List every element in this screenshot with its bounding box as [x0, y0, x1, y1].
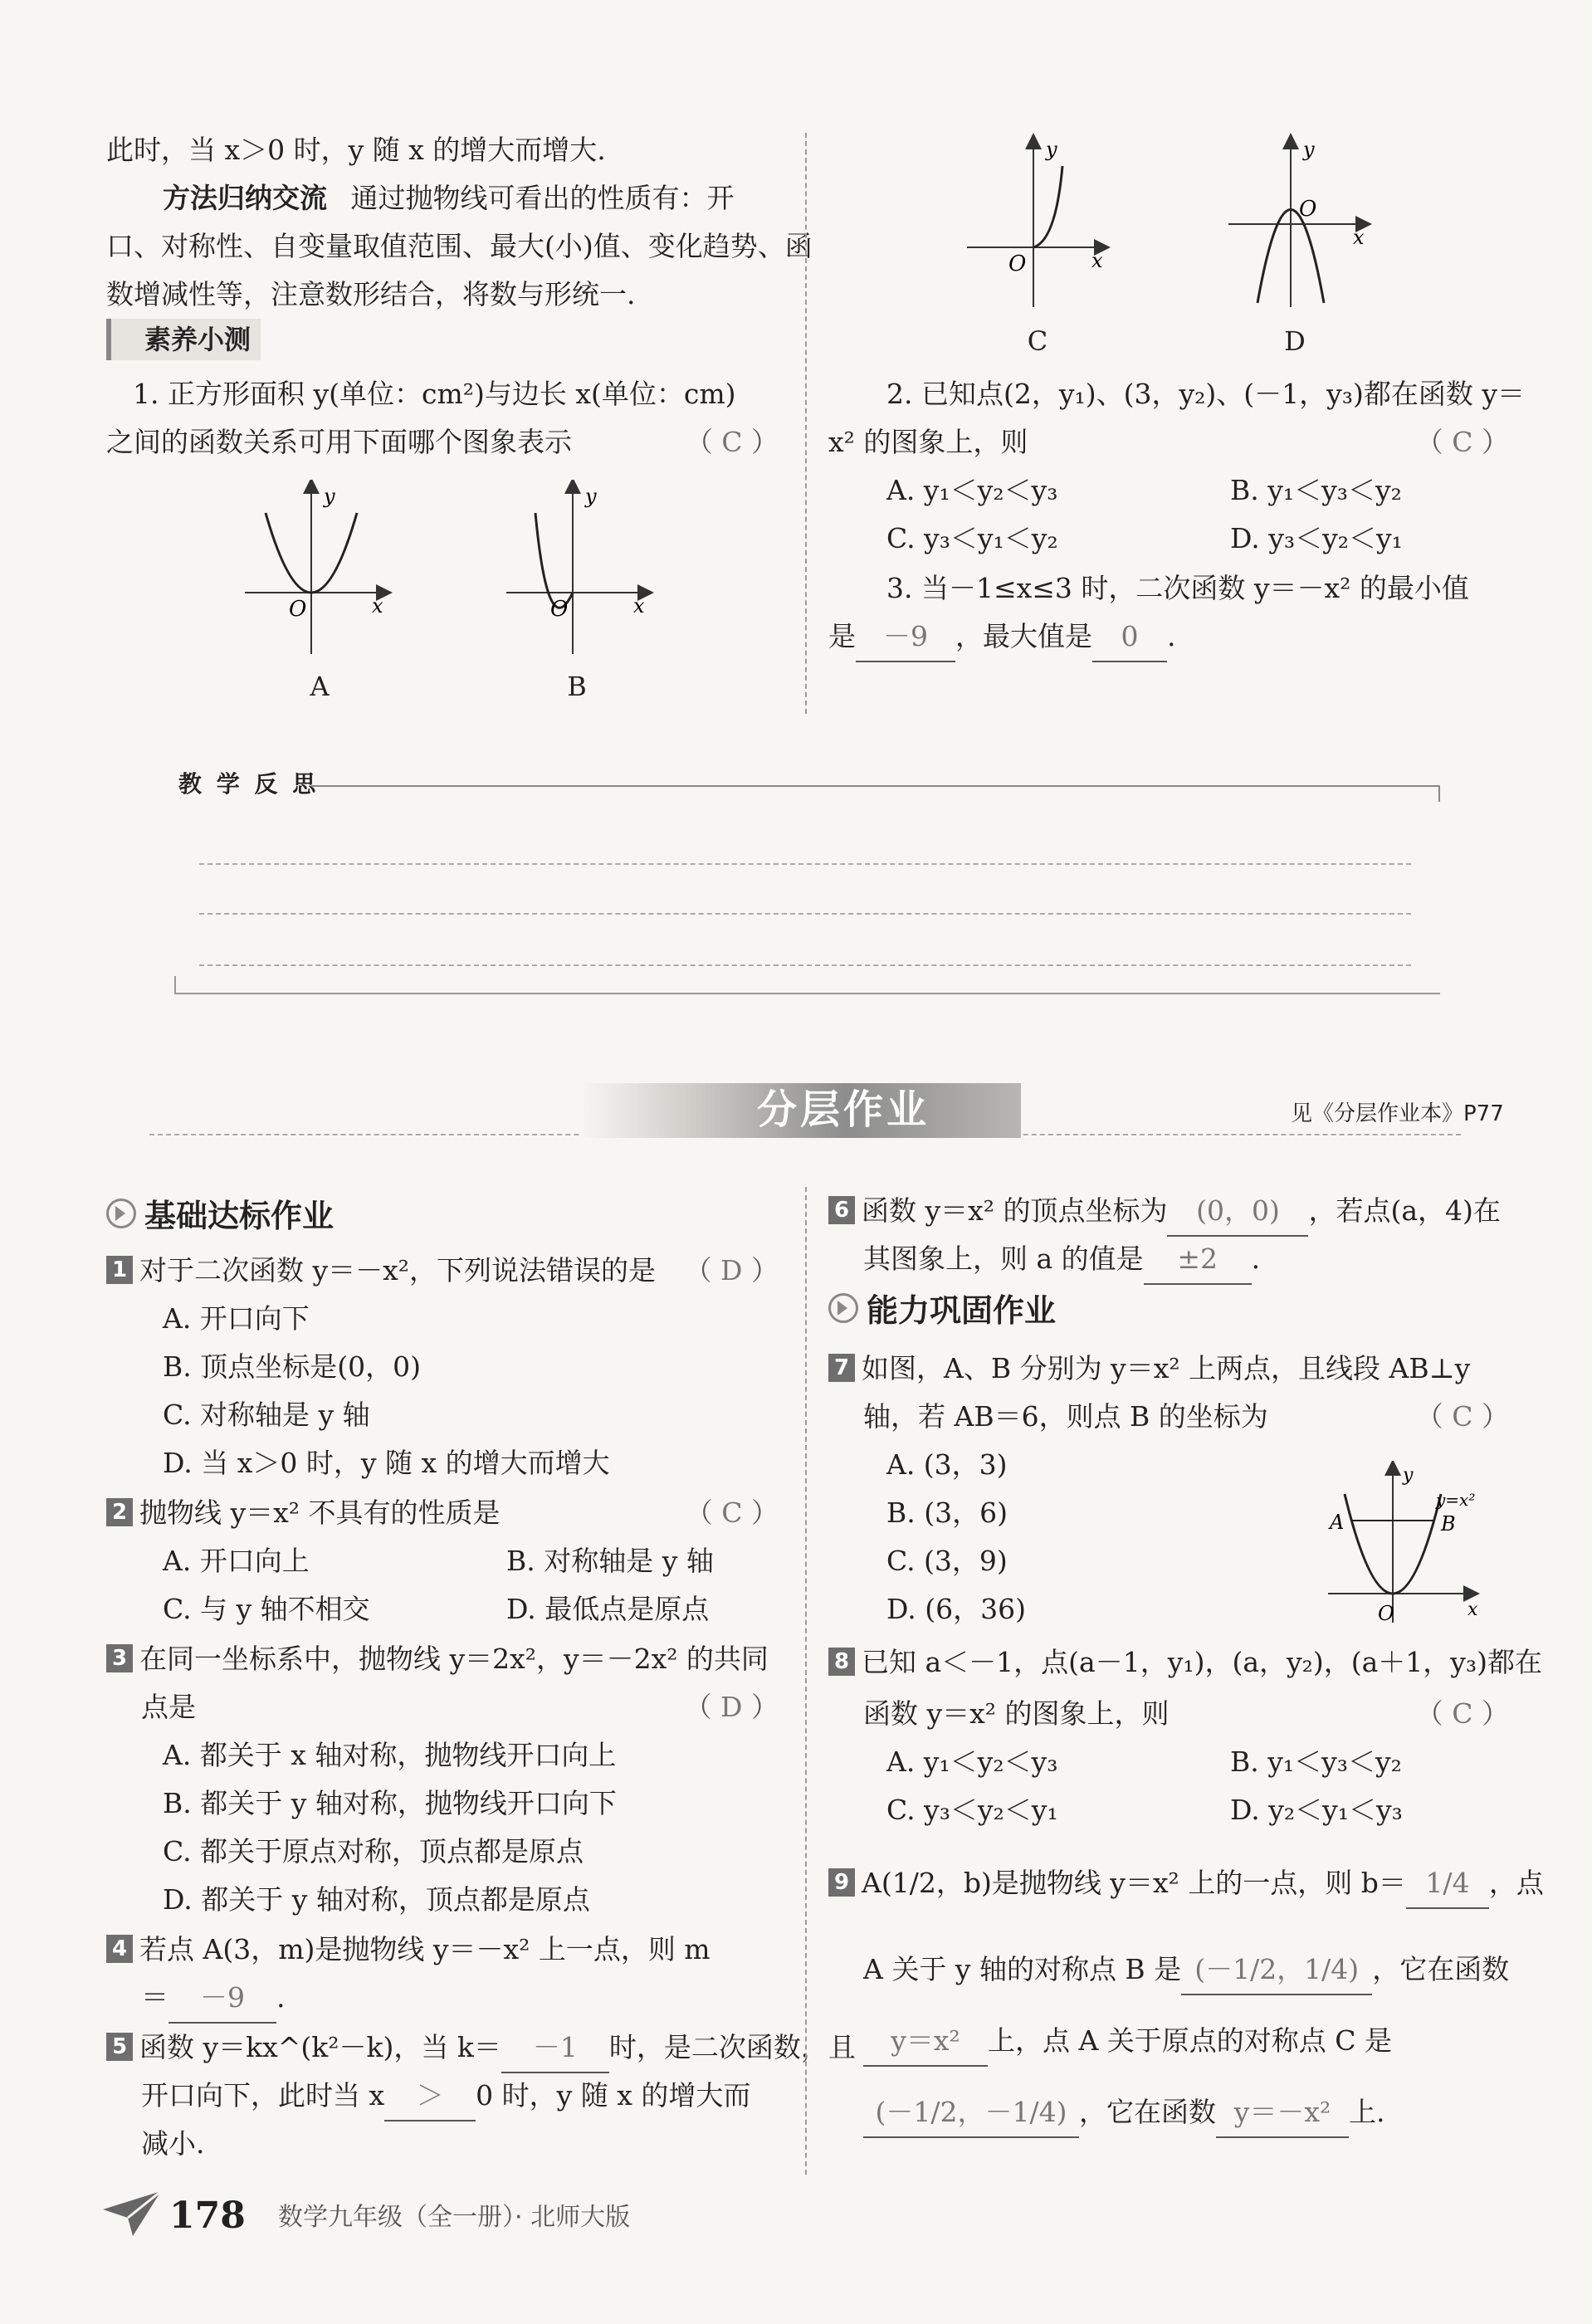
svg-text:O: O	[289, 597, 307, 622]
q3-max-answer: 0	[1092, 613, 1167, 662]
graph-c-curve	[1033, 166, 1062, 247]
right-q6-stem-a: 函数 y＝x² 的顶点坐标为	[862, 1194, 1168, 1227]
q7-fig-o: O	[1378, 1602, 1394, 1625]
basic-q3-paren: （ D ）	[684, 1691, 779, 1723]
quiz-q1-answer: C	[721, 426, 743, 458]
basic-q3-d: D. 都关于 y 轴对称，顶点都是原点	[163, 1883, 590, 1916]
reflection-bottom-line	[174, 993, 1440, 994]
svg-text:x: x	[1353, 226, 1365, 249]
q-number-4: 4	[106, 1935, 133, 1963]
basic-q5	[106, 2024, 856, 2073]
basic-q2-b: B. 对称轴是 y 轴	[506, 1545, 714, 1577]
basic-q5-answer-sign: ＞	[384, 2072, 476, 2121]
q3-mid: ，最大值是	[955, 620, 1092, 652]
q7-fig-y: y	[1403, 1465, 1414, 1486]
intro-line: 此时，当 x＞0 时，y 随 x 的增大而增大.	[106, 134, 606, 166]
reflection-top-line	[311, 785, 1438, 787]
q-number-8: 8	[828, 1648, 855, 1676]
right-q9	[828, 1859, 1544, 1909]
basic-q2-c: C. 与 y 轴不相交	[163, 1593, 370, 1625]
right-q7-d: D. (6，36)	[886, 1593, 1026, 1625]
right-q9-answer-func2: y＝－x²	[1216, 2088, 1349, 2138]
q-number-3: 3	[106, 1644, 133, 1672]
q2-answer: C	[1452, 426, 1473, 458]
q-number-2: 2	[106, 1498, 133, 1526]
basic-q4-end: .	[276, 1981, 286, 2014]
right-q6-stem-b: ，若点(a，4)在	[1308, 1194, 1501, 1227]
quiz-q1-stem: 之间的函数关系可用下面哪个图象表示	[106, 426, 572, 458]
q7-fig-x: x	[1467, 1599, 1478, 1620]
advanced-section-title: 能力巩固作业	[828, 1288, 1056, 1333]
basic-q1-a: A. 开口向下	[163, 1302, 310, 1335]
graph-a-label: A	[310, 671, 330, 702]
q3-pre: 是	[828, 620, 856, 652]
right-q7-c: C. (3，9)	[886, 1545, 1008, 1577]
graph-c-label: C	[1027, 325, 1048, 357]
right-q9-l1-a: A(1/2，b)是抛物线 y＝x² 上的一点，则 b＝	[862, 1867, 1406, 1899]
q7-fig-a: A	[1330, 1511, 1345, 1534]
basic-q5-l2-a: 开口向下，此时当 x	[141, 2079, 385, 2112]
right-q9-answer-point-c: (－1/2，－1/4)	[863, 2088, 1079, 2138]
basic-q2-paren: （ C ）	[685, 1496, 779, 1529]
right-q9-l4-b: ，它在函数	[1079, 2096, 1216, 2128]
basic-q1-stem: 对于二次函数 y＝－x²，下列说法错误的是	[139, 1254, 656, 1286]
basic-q4-answer: －9	[168, 1974, 276, 2024]
q7-figure	[1320, 1461, 1486, 1627]
right-q9-l3-b: 上，点 A 关于原点的对称点 C 是	[988, 2024, 1393, 2057]
svg-text:x: x	[1091, 249, 1103, 272]
book-title: 数学九年级（全一册）· 北师大版	[278, 2203, 631, 2232]
q3-end: .	[1167, 620, 1176, 652]
method-line-3: 数增减性等，注意数形结合，将数与形统一.	[106, 278, 636, 310]
right-q6-l2-a: 其图象上，则 a 的值是	[863, 1243, 1144, 1275]
q7-fig-curve-label: y=x²	[1436, 1490, 1476, 1510]
q7-fig-b: B	[1441, 1512, 1456, 1536]
right-q7-stem2: 轴，若 AB＝6，则点 B 的坐标为	[863, 1400, 1268, 1433]
q2-option-d: D. y₃＜y₂＜y₁	[1230, 522, 1403, 554]
right-q9-l2-a: A 关于 y 轴的对称点 B 是	[863, 1953, 1182, 1985]
right-q8-d: D. y₂＜y₁＜y₃	[1230, 1794, 1403, 1826]
right-q6-line2	[863, 1235, 1260, 1285]
q2-line2	[828, 418, 1509, 466]
right-q9-line3	[863, 2017, 1392, 2067]
q-number-7: 7	[828, 1354, 855, 1382]
q2-option-b: B. y₁＜y₃＜y₂	[1230, 474, 1402, 506]
basic-q3-stem: 在同一坐标系中，抛物线 y＝2x²，y＝－2x² 的共同	[139, 1643, 769, 1675]
basic-q3	[106, 1635, 769, 1683]
q-number-5: 5	[106, 2033, 133, 2061]
method-title: 方法归纳交流	[163, 182, 327, 214]
basic-q4-pre: ＝	[141, 1981, 168, 2014]
basic-q5-line3: 减小.	[141, 2127, 205, 2160]
right-q9-l2-b: ，它在函数	[1372, 1953, 1510, 1985]
right-q9-l4-end: 上.	[1349, 2096, 1385, 2128]
right-q6-answer-vertex: (0，0)	[1167, 1187, 1308, 1237]
q2-line1: 2. 已知点(2，y₁)、(3，y₂)、(－1，y₃)都在函数 y＝	[886, 378, 1525, 410]
banner-title: 分层作业	[757, 1086, 930, 1133]
arrow-circle-icon	[828, 1293, 858, 1323]
right-q8-line2	[863, 1690, 1509, 1738]
right-q7-a: A. (3，3)	[886, 1448, 1008, 1481]
right-q8-stem2: 函数 y＝x² 的图象上，则	[863, 1697, 1170, 1730]
basic-q3-b: B. 都关于 y 轴对称，抛物线开口向下	[163, 1787, 617, 1819]
q3-min-answer: －9	[856, 613, 955, 662]
basic-q1-b: B. 顶点坐标是(0，0)	[163, 1350, 421, 1383]
svg-text:O: O	[550, 597, 569, 622]
graphs-cd	[955, 133, 1386, 315]
column-divider-bottom	[805, 1187, 807, 2175]
q3-line2	[828, 613, 1176, 662]
reflection-title: 教 学 反 思	[178, 770, 320, 798]
graph-b-curve	[535, 513, 573, 608]
right-q6	[828, 1187, 1501, 1237]
q-number-6: 6	[828, 1196, 855, 1224]
svg-text:y: y	[324, 485, 335, 508]
method-line-1: 通过抛物线可看出的性质有：开	[350, 182, 735, 214]
right-q6-answer-a: ±2	[1144, 1235, 1252, 1285]
basic-q3-stem2: 点是	[141, 1691, 196, 1723]
svg-text:x: x	[633, 594, 645, 618]
right-q6-end: .	[1251, 1243, 1261, 1275]
basic-q4	[106, 1926, 711, 1974]
banner-ref: 见《分层作业本》P77	[1291, 1101, 1504, 1126]
basic-q5-stem-a: 函数 y＝kx^(k²－k)，当 k＝	[139, 2031, 501, 2063]
basic-q1	[106, 1247, 779, 1295]
svg-text:x: x	[372, 594, 383, 618]
right-q9-line2	[863, 1946, 1509, 1995]
right-q7-answer: C	[1452, 1400, 1473, 1433]
quiz-q1-line1: 1. 正方形面积 y(单位：cm²)与边长 x(单位：cm)	[133, 378, 736, 410]
basic-section-title: 基础达标作业	[106, 1194, 334, 1238]
basic-q5-stem-b: 时，是二次函数，且	[608, 2031, 856, 2063]
right-q9-l1-b: ，点	[1488, 1867, 1544, 1899]
basic-q3-a: A. 都关于 x 轴对称，抛物线开口向上	[163, 1739, 617, 1771]
paper-plane-icon	[100, 2185, 166, 2243]
basic-q1-c: C. 对称轴是 y 轴	[163, 1399, 370, 1431]
right-q8-a: A. y₁＜y₂＜y₃	[886, 1745, 1058, 1778]
basic-q2-d: D. 最低点是原点	[506, 1593, 710, 1625]
basic-q2	[106, 1489, 779, 1537]
right-q9-answer-func1: y＝x²	[863, 2017, 988, 2067]
page-number: 178	[169, 2195, 246, 2237]
right-q7-line2	[863, 1393, 1509, 1441]
basic-q2-answer: C	[721, 1496, 743, 1529]
arrow-circle-icon	[106, 1199, 136, 1228]
quiz-title: 素养小测	[106, 319, 261, 360]
basic-q3-answer: D	[720, 1691, 743, 1723]
right-q8-paren: （ C ）	[1415, 1697, 1509, 1730]
reflection-line-2	[199, 913, 1411, 915]
reflection-line-1	[199, 863, 1411, 865]
q2-option-c: C. y₃＜y₁＜y₂	[886, 522, 1058, 554]
basic-q1-answer: D	[720, 1254, 743, 1286]
right-q8-answer: C	[1452, 1697, 1473, 1730]
right-q8-c: C. y₃＜y₂＜y₁	[886, 1794, 1058, 1826]
basic-q1-d: D. 当 x＞0 时，y 随 x 的增大而增大	[163, 1447, 610, 1479]
method-line-2: 口、对称性、自变量取值范围、最大(小)值、变化趋势、函	[106, 230, 813, 262]
right-q7-stem: 如图，A、B 分别为 y＝x² 上两点，且线段 AB⊥y	[862, 1352, 1471, 1384]
svg-text:y: y	[585, 485, 597, 508]
q2-stem: x² 的图象上，则	[828, 426, 1028, 458]
basic-q5-line2	[141, 2072, 750, 2121]
right-q9-answer-b: 1/4	[1406, 1859, 1489, 1909]
basic-q3-c: C. 都关于原点对称，顶点都是原点	[163, 1835, 584, 1868]
quiz-q1-answer-paren: （ C ）	[685, 426, 779, 458]
basic-q2-stem: 抛物线 y＝x² 不具有的性质是	[139, 1496, 501, 1529]
basic-q1-paren: （ D ）	[684, 1254, 779, 1286]
graph-d-label: D	[1284, 325, 1306, 357]
reflection-line-3	[199, 964, 1411, 966]
right-q7	[828, 1345, 1470, 1393]
right-q8-stem: 已知 a＜－1，点(a－1，y₁)，(a，y₂)，(a＋1，y₃)都在	[862, 1646, 1543, 1678]
basic-q5-answer-k: －1	[501, 2024, 609, 2073]
svg-text:O: O	[1008, 251, 1027, 276]
basic-q4-line2	[141, 1974, 286, 2024]
right-q7-b: B. (3，6)	[886, 1496, 1008, 1529]
basic-q3-line2	[141, 1683, 779, 1731]
quiz-q1-line2	[106, 418, 779, 466]
right-q8-b: B. y₁＜y₃＜y₂	[1230, 1745, 1402, 1778]
right-q9-answer-point-b: (－1/2，1/4)	[1181, 1946, 1372, 1995]
right-q8	[828, 1638, 1542, 1687]
right-q7-paren: （ C ）	[1415, 1400, 1509, 1433]
svg-text:y: y	[1046, 138, 1057, 161]
basic-q4-stem: 若点 A(3，m)是抛物线 y＝－x² 上一点，则 m	[139, 1933, 711, 1965]
q-number-1: 1	[106, 1256, 133, 1284]
q-number-9: 9	[828, 1868, 855, 1897]
basic-q2-a: A. 开口向上	[163, 1545, 310, 1577]
q2-answer-paren: （ C ）	[1415, 426, 1509, 458]
q2-option-a: A. y₁＜y₂＜y₃	[886, 474, 1058, 506]
q3-line1: 3. 当－1≤x≤3 时，二次函数 y＝－x² 的最小值	[886, 572, 1469, 604]
graphs-ab	[232, 480, 664, 662]
svg-text:y: y	[1303, 138, 1315, 161]
basic-q5-l2-b: 0 时，y 随 x 的增大而	[476, 2079, 751, 2112]
column-divider-top	[805, 133, 807, 714]
graph-b-label: B	[567, 671, 587, 702]
right-q9-line4	[863, 2088, 1385, 2138]
svg-text:O: O	[1299, 197, 1317, 222]
